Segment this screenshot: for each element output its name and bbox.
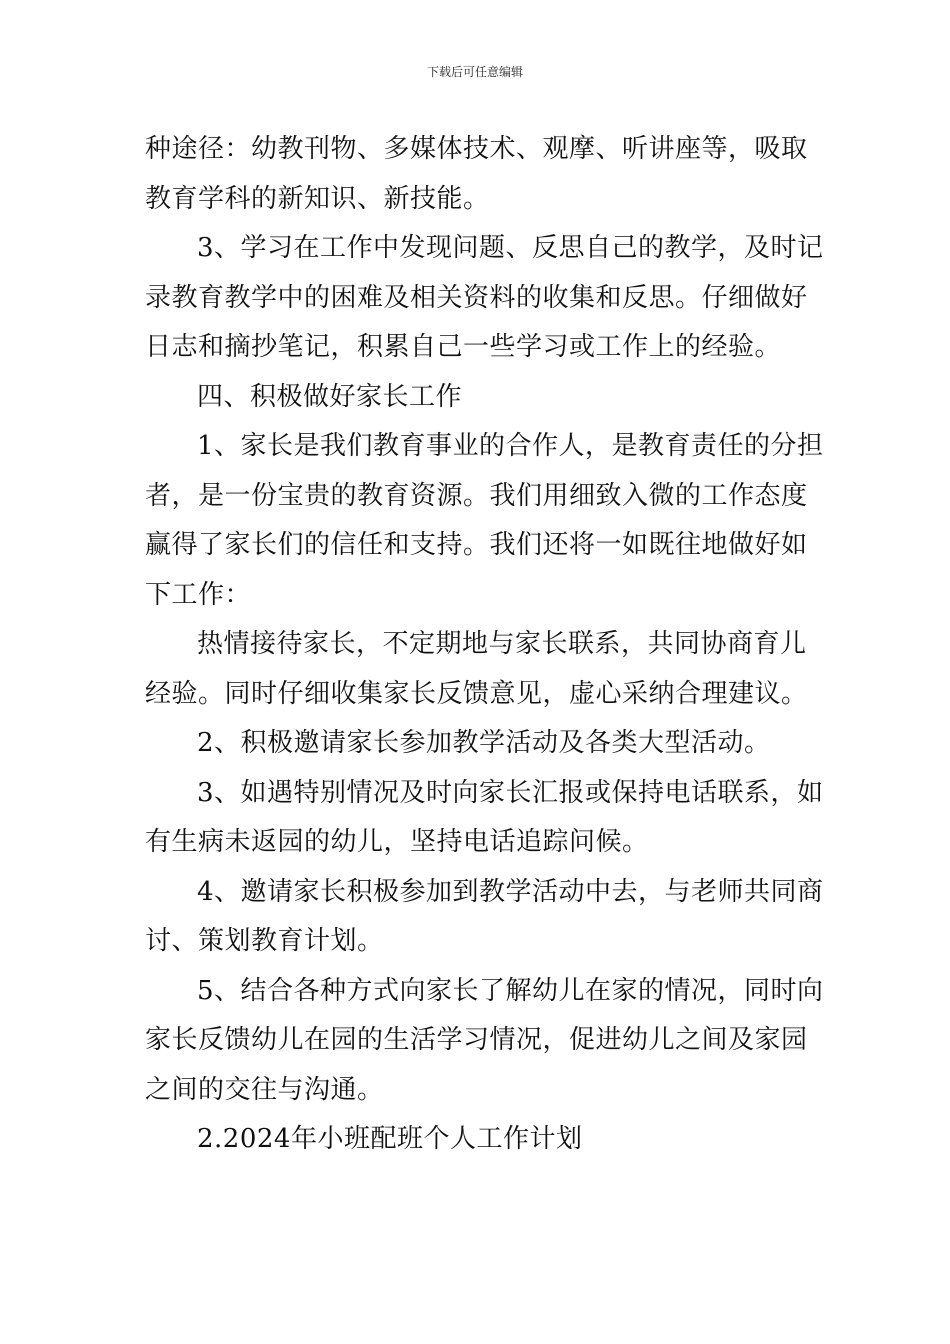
text-line: 经验。同时仔细收集家长反馈意见，虚心采纳合理建议。 <box>145 678 808 709</box>
text-line: 5、结合各种方式向家长了解幼儿在家的情况，同时向 <box>197 975 824 1006</box>
section-heading: 2.2024年小班配班个人工作计划 <box>197 1124 583 1154</box>
page-header: 下载后可任意编辑 <box>426 65 523 79</box>
text-line: 赢得了家长们的信任和支持。我们还将一如既往地做好如 <box>145 530 808 560</box>
document-body <box>145 125 824 1165</box>
text-line: 录教育教学中的困难及相关资料的收集和反思。仔细做好 <box>145 282 808 313</box>
text-line: 1、家长是我们教育事业的合作人，是教育责任的分担 <box>197 431 824 461</box>
text-line: 热情接待家长，不定期地与家长联系，共同协商育儿 <box>197 629 807 659</box>
text-line: 之间的交往与沟通。 <box>145 1074 384 1105</box>
text-line: 讨、策划教育计划。 <box>145 926 384 956</box>
text-line: 3、如遇特别情况及时向家长汇报或保持电话联系，如 <box>197 777 824 808</box>
text-line: 日志和摘抄笔记，积累自己一些学习或工作上的经验。 <box>145 332 782 362</box>
text-line: 下工作： <box>145 579 252 610</box>
text-line: 3、学习在工作中发现问题、反思自己的教学，及时记 <box>197 233 824 263</box>
text-line: 2、积极邀请家长参加教学活动及各类大型活动。 <box>197 728 771 758</box>
text-line: 教育学科的新知识、新技能。 <box>145 183 490 214</box>
text-line: 家长反馈幼儿在园的生活学习情况，促进幼儿之间及家园 <box>145 1025 808 1055</box>
section-heading: 四、积极做好家长工作 <box>197 381 463 412</box>
text-line: 种途径：幼教刊物、多媒体技术、观摩、听讲座等，吸取 <box>145 134 808 164</box>
text-line: 4、邀请家长积极参加到教学活动中去，与老师共同商 <box>197 876 824 907</box>
text-line: 者，是一份宝贵的教育资源。我们用细致入微的工作态度 <box>145 480 808 511</box>
text-line: 有生病未返园的幼儿，坚持电话追踪问候。 <box>145 827 649 857</box>
